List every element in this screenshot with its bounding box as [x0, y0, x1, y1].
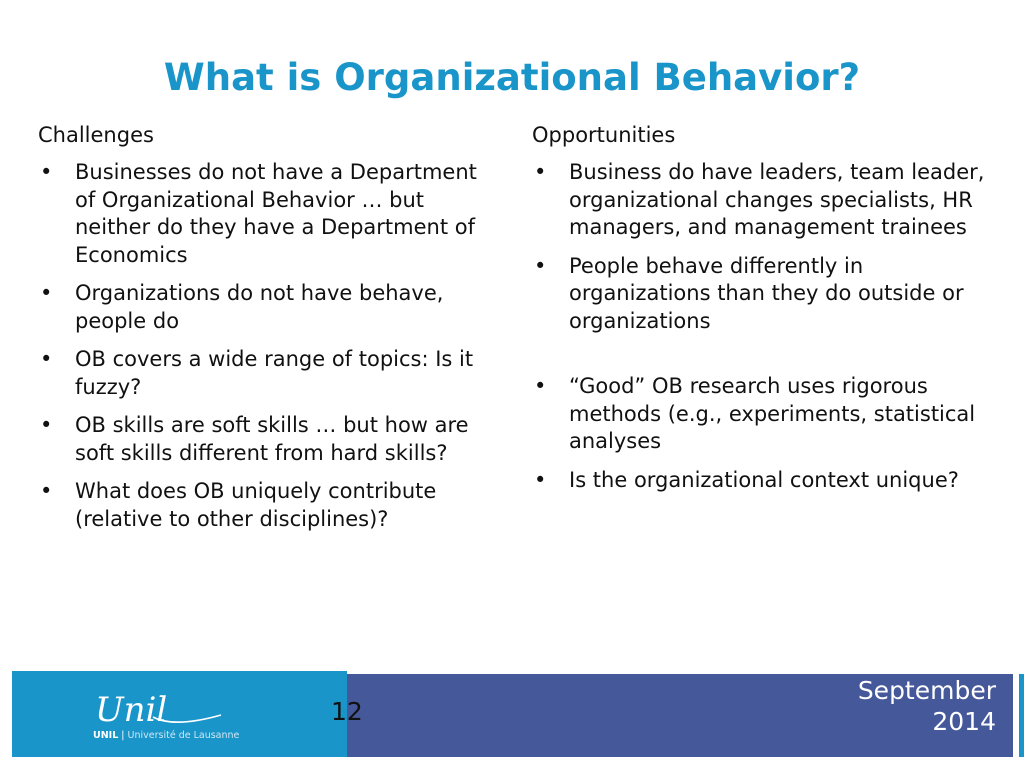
date-year: 2014: [932, 707, 996, 736]
bullet-icon: •: [40, 281, 53, 305]
list-item-text: OB skills are soft skills … but how are soft skills different from hard skills?: [75, 413, 469, 465]
challenges-list: [38, 159, 480, 533]
logo-caption-university: Université de Lausanne: [127, 730, 240, 741]
challenges-heading: Challenges: [38, 123, 154, 147]
list-item: [38, 280, 480, 335]
list-item: [38, 412, 480, 467]
date-month: September: [857, 676, 996, 705]
bullet-icon: •: [40, 479, 53, 503]
bullet-icon: •: [40, 160, 53, 184]
logo-caption-bold: UNIL: [93, 730, 119, 741]
list-item-text: Businesses do not have a Department of Organizational Behavior … but neither do they have a Department of Economics: [75, 160, 477, 267]
list-item-text: Business do have leaders, team leader, organizational changes specialists, HR managers, and management trainees: [569, 160, 985, 239]
logo-wordmark: Unil: [95, 690, 168, 730]
list-item: [38, 159, 480, 269]
list-item: [532, 253, 987, 336]
list-item-text: People behave differently in organizations than they do outside or organizations: [569, 253, 964, 333]
slide-date: [858, 675, 996, 737]
bullet-icon: •: [40, 347, 53, 371]
bullet-icon: •: [534, 374, 547, 398]
list-item: [532, 373, 987, 456]
list-item-text: What does OB uniquely contribute (relative to other disciplines)?: [75, 479, 437, 531]
opportunities-heading: Opportunities: [532, 123, 676, 147]
list-item: [38, 478, 480, 533]
opportunities-list: [532, 159, 987, 494]
footer-edge-strip: [1019, 674, 1024, 757]
logo-caption-separator: |: [121, 730, 125, 741]
slide-footer: [0, 671, 1024, 759]
bullet-icon: •: [534, 160, 547, 184]
list-item-text: “Good” OB research uses rigorous methods (e.g., experiments, statistical analyses: [569, 374, 976, 453]
bullet-icon: •: [534, 253, 547, 278]
list-item: [532, 467, 987, 495]
list-item-text: Is the organizational context unique?: [569, 467, 959, 492]
opportunities-column: [532, 121, 987, 505]
bullet-icon: •: [40, 413, 53, 437]
page-number: 12: [331, 697, 363, 726]
list-item-text: Organizations do not have behave, people do: [75, 281, 444, 333]
logo-caption: [93, 730, 239, 741]
list-item-text: OB covers a wide range of topics: Is it fuzzy?: [75, 347, 474, 399]
list-item: [532, 159, 987, 242]
slide-title: What is Organizational Behavior?: [163, 56, 861, 99]
bullet-icon: •: [534, 467, 547, 492]
list-item: [38, 346, 480, 401]
challenges-column: [38, 121, 480, 544]
